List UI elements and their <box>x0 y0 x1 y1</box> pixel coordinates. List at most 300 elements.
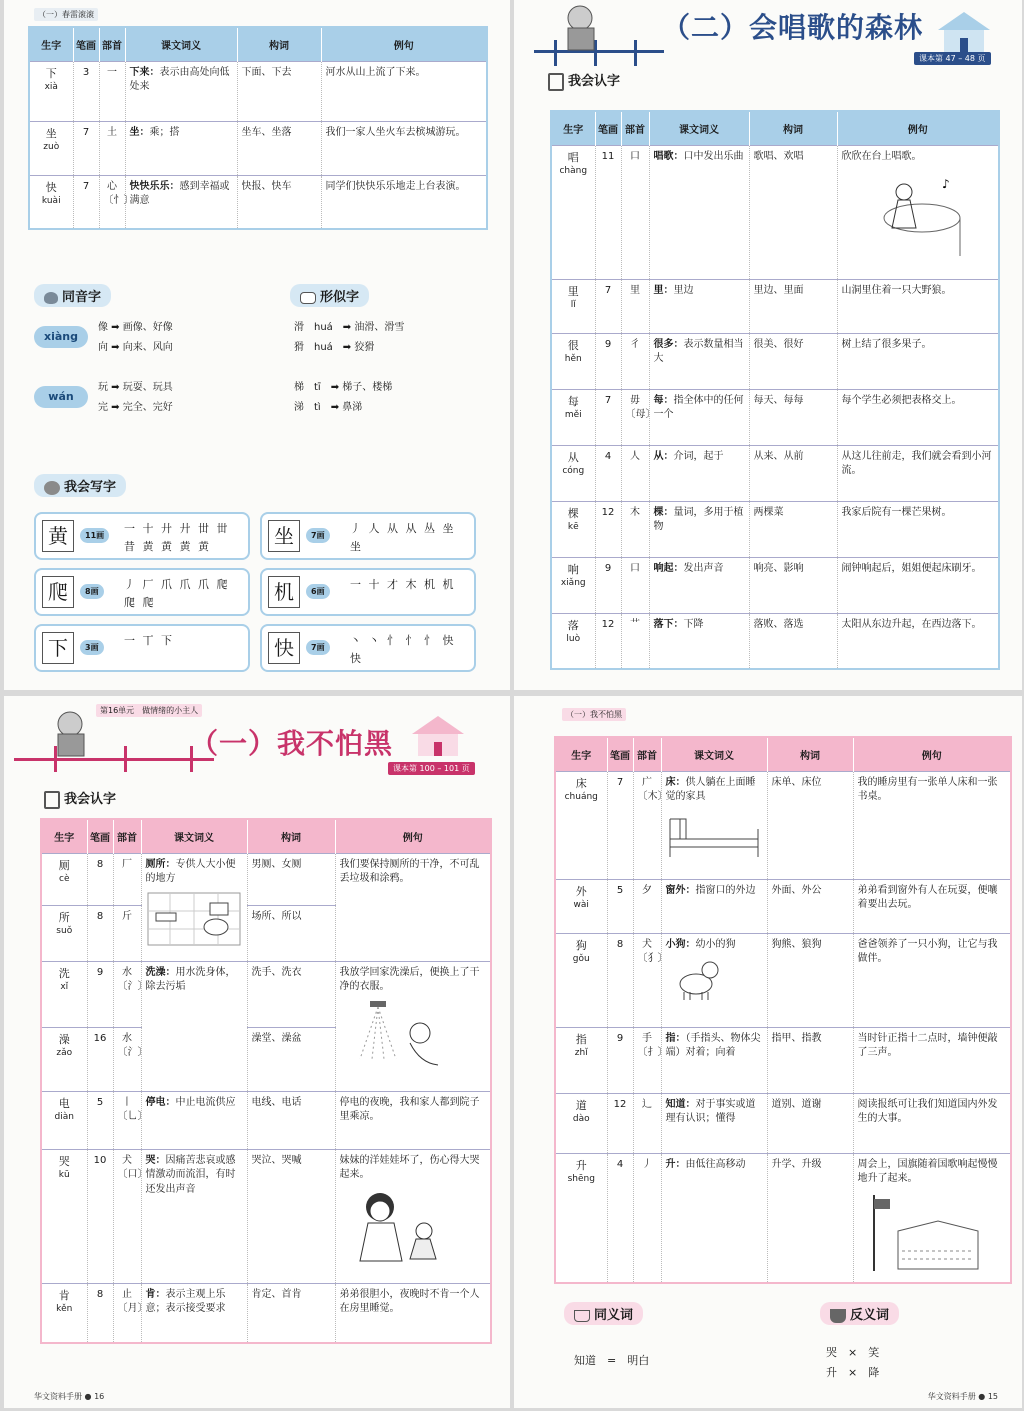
flag-raising-icon <box>858 1191 984 1273</box>
col-meaning: 课文词义 <box>125 27 237 61</box>
meaning: 供人躺在上面睡觉的家具 <box>665 776 756 802</box>
meaning: 发出声音 <box>683 562 724 574</box>
strokes: 3 <box>73 61 99 121</box>
example: 山洞里住着一只大野狼。 <box>837 279 999 333</box>
table-row <box>41 853 491 905</box>
stroke-count: 3画 <box>80 640 104 655</box>
strokes: 11 <box>595 145 621 279</box>
strokes: 10 <box>87 1149 113 1283</box>
col-meaning: 课文词义 <box>141 819 247 853</box>
vocab-table-top-left <box>28 26 488 230</box>
chicken-icon <box>44 481 60 495</box>
char: 哭 <box>58 1154 70 1168</box>
keyword: 很多： <box>653 338 684 350</box>
col-char: 生字 <box>41 819 87 853</box>
strokes: 16 <box>87 1027 113 1091</box>
scarecrow-icon <box>534 0 664 70</box>
words: 指甲、指教 <box>767 1027 853 1093</box>
col-example: 例句 <box>335 819 491 853</box>
lesson-tag: （一）春雷滚滚 <box>34 8 98 21</box>
words: 从来、从前 <box>749 445 837 501</box>
keyword: 从： <box>653 450 674 462</box>
example: 弟弟很胆小，夜晚时不肯一个人在房里睡觉。 <box>335 1283 491 1343</box>
table-row <box>555 1153 1011 1283</box>
radical: 口 <box>621 145 649 279</box>
table-row <box>551 279 999 333</box>
cow-icon <box>300 292 316 304</box>
char: 下 <box>45 66 57 80</box>
strokes: 8 <box>87 1283 113 1343</box>
page-ref: 课本第 100 – 101 页 <box>388 762 475 775</box>
similar-title: 形似字 <box>290 284 369 307</box>
pinyin: kū <box>58 1170 70 1181</box>
scarecrow-icon <box>14 700 214 776</box>
pinyin: cóng <box>562 466 585 477</box>
svg-text:♪: ♪ <box>941 177 950 191</box>
col-words: 构词 <box>237 27 321 61</box>
keyword: 唱歌： <box>653 150 684 162</box>
example: 爸爸领养了一只小狗，让它与我做伴。 <box>853 933 1011 1027</box>
shower-icon <box>340 999 450 1069</box>
radical: 里 <box>621 279 649 333</box>
example: 从这儿往前走，我们就会看到小河流。 <box>837 445 999 501</box>
col-char: 生字 <box>551 111 595 145</box>
meaning: 乘；搭 <box>149 126 180 138</box>
char: 所 <box>58 910 70 924</box>
keyword: 升： <box>665 1158 686 1170</box>
bed-icon <box>666 809 762 859</box>
char: 洗 <box>58 966 70 980</box>
pinyin: cè <box>59 874 70 885</box>
radical: 彳 <box>621 333 649 389</box>
radical: 木 <box>621 501 649 557</box>
toilet-icon <box>146 891 242 947</box>
char: 道 <box>575 1098 587 1112</box>
col-strokes: 笔画 <box>607 737 633 771</box>
radical: 广〔木〕 <box>633 771 661 879</box>
words: 洗手、洗衣 <box>247 961 335 1027</box>
keyword: 小狗： <box>665 938 696 950</box>
col-char: 生字 <box>555 737 607 771</box>
pot-icon <box>830 1309 846 1323</box>
strokes: 8 <box>607 933 633 1027</box>
col-example: 例句 <box>837 111 999 145</box>
pinyin: wài <box>573 900 589 911</box>
windmill-icon <box>44 791 60 809</box>
words: 坐车、坐落 <box>237 121 321 175</box>
meaning: 指全体中的任何一个 <box>653 394 744 420</box>
col-strokes: 笔画 <box>595 111 621 145</box>
similar-group: 梯 tī ➡ 梯子、楼梯 涕 tì ➡ 鼻涕 <box>294 382 393 413</box>
words: 澡堂、澡盆 <box>247 1027 335 1091</box>
pinyin: luò <box>566 634 581 645</box>
strokes: 7 <box>595 389 621 445</box>
words: 床单、床位 <box>767 771 853 879</box>
table-row <box>555 933 1011 1027</box>
meaning: （手指头、物体尖端）对着；向着 <box>665 1032 761 1058</box>
page-bottom-left <box>4 696 510 1408</box>
radical: 毋〔母〕 <box>621 389 649 445</box>
homophone-group: 像 ➡ 画像、好像 向 ➡ 向来、风向 <box>98 322 173 353</box>
homophone-title: 同音字 <box>34 284 111 307</box>
col-char: 生字 <box>29 27 73 61</box>
strokes: 9 <box>595 557 621 613</box>
radical: 人 <box>621 445 649 501</box>
meaning: 表示数量相当大 <box>653 338 744 364</box>
meaning: 表示由高处向低处来 <box>129 66 230 92</box>
table-row <box>41 961 491 1027</box>
radical: 艹 <box>621 613 649 669</box>
col-strokes: 笔画 <box>87 819 113 853</box>
stroke-count: 7画 <box>306 528 330 543</box>
write-title: 我会写字 <box>34 474 126 497</box>
pinyin: diàn <box>54 1112 74 1123</box>
synonym-pair: 知道 = 明白 <box>574 1354 650 1367</box>
words: 男厕、女厕 <box>247 853 335 905</box>
meaning: 专供人大小便的地方 <box>145 858 236 884</box>
table-row <box>29 121 487 175</box>
keyword: 快快乐乐： <box>129 180 180 192</box>
strokes: 12 <box>595 501 621 557</box>
antonym-pair: 哭 × 笑 <box>826 1346 880 1359</box>
keyword: 窗外： <box>665 884 696 896</box>
pinyin: kěn <box>56 1304 73 1315</box>
strokes: 8 <box>87 905 113 961</box>
col-radical: 部首 <box>633 737 661 771</box>
char: 坐 <box>45 126 57 140</box>
stroke-count: 6画 <box>306 584 330 599</box>
page-footer: 华文资料手册 ● 15 <box>927 1392 998 1401</box>
example: 当时针正指十二点时，墙钟便敲了三声。 <box>853 1027 1011 1093</box>
pinyin: chuáng <box>564 792 598 803</box>
sound-bubble: xiàng <box>34 326 88 348</box>
keyword: 床： <box>665 776 686 788</box>
strokes: 4 <box>595 445 621 501</box>
pinyin: suǒ <box>56 926 73 937</box>
col-words: 构词 <box>767 737 853 771</box>
words: 场所、所以 <box>247 905 335 961</box>
keyword: 坐： <box>129 126 150 138</box>
section-title: 我会认字 <box>44 788 116 809</box>
char: 棵 <box>567 506 579 520</box>
lesson-title: （二）会唱歌的森林 <box>662 11 924 44</box>
radical: 止〔月〕 <box>113 1283 141 1343</box>
lesson-tag: （一）我不怕黑 <box>562 708 626 721</box>
char: 电 <box>58 1096 70 1110</box>
example: 我们一家人坐火车去槟城游玩。 <box>321 121 487 175</box>
radical: 斤 <box>113 905 141 961</box>
example: 弟弟看到窗外有人在玩耍，便嚷着要出去玩。 <box>853 879 1011 933</box>
char: 升 <box>575 1158 587 1172</box>
meaning: 指窗口的外边 <box>695 884 756 896</box>
words: 每天、每每 <box>749 389 837 445</box>
table-row <box>551 145 999 279</box>
example: 阅读报纸可让我们知道国内外发生的大事。 <box>853 1093 1011 1153</box>
col-example: 例句 <box>853 737 1011 771</box>
meaning: 对于事实或道理有认识；懂得 <box>665 1098 756 1124</box>
keyword: 厕所： <box>145 858 176 870</box>
girl-singing-icon <box>842 168 962 258</box>
keyword: 哭： <box>145 1154 166 1166</box>
table-row <box>551 613 999 669</box>
pinyin: xǐ <box>60 982 69 993</box>
char: 里 <box>567 284 579 298</box>
keyword: 下来： <box>129 66 160 78</box>
radical: 辶 <box>633 1093 661 1153</box>
example: 妹妹的洋娃娃坏了，伤心得大哭起来。 <box>339 1154 480 1180</box>
words: 很美、很好 <box>749 333 837 389</box>
keyword: 肯： <box>145 1288 166 1300</box>
example: 河水从山上流了下来。 <box>321 61 487 121</box>
char: 狗 <box>575 938 587 952</box>
meaning: 量词，多用于植物 <box>653 506 744 532</box>
house-icon <box>408 714 468 758</box>
col-strokes: 笔画 <box>73 27 99 61</box>
words: 落败、落选 <box>749 613 837 669</box>
antonym-pair: 升 × 降 <box>826 1366 880 1379</box>
keyword: 响起： <box>653 562 684 574</box>
keyword: 指： <box>665 1032 686 1044</box>
table-row <box>555 879 1011 933</box>
pinyin: zuò <box>43 142 60 153</box>
meaning: 口中发出乐曲 <box>683 150 744 162</box>
col-radical: 部首 <box>99 27 125 61</box>
radical: 口 <box>621 557 649 613</box>
section-title: 我会认字 <box>548 70 620 91</box>
similar-group: 滑 huá ➡ 油滑、滑雪 猾 huá ➡ 狡猾 <box>294 322 405 353</box>
example: 周会上，国旗随着国歌响起慢慢地升了起来。 <box>857 1158 998 1184</box>
keyword: 每： <box>653 394 674 406</box>
radical: 夕 <box>633 879 661 933</box>
col-meaning: 课文词义 <box>661 737 767 771</box>
table-row <box>551 445 999 501</box>
char: 外 <box>575 884 587 898</box>
col-words: 构词 <box>749 111 837 145</box>
pinyin: zǎo <box>56 1048 73 1059</box>
words: 升学、升级 <box>767 1153 853 1283</box>
words: 哭泣、哭喊 <box>247 1149 335 1283</box>
strokes: 9 <box>87 961 113 1027</box>
table-row <box>29 175 487 229</box>
table-row <box>551 501 999 557</box>
write-box <box>260 512 476 560</box>
strokes: 7 <box>73 175 99 229</box>
char: 唱 <box>567 150 579 164</box>
stroke-order: 丿 人 从 从 丛 坐 坐 <box>350 522 456 553</box>
pinyin: dào <box>572 1114 590 1125</box>
char: 很 <box>567 338 579 352</box>
write-box <box>34 568 250 616</box>
strokes: 7 <box>607 771 633 879</box>
table-row <box>551 333 999 389</box>
strokes: 9 <box>595 333 621 389</box>
example: 太阳从东边升起，在西边落下。 <box>837 613 999 669</box>
vocab-table-bottom-right <box>554 736 1012 1284</box>
col-radical: 部首 <box>621 111 649 145</box>
write-char: 坐 <box>268 520 300 552</box>
example: 树上结了很多果子。 <box>837 333 999 389</box>
meaning: 里边 <box>673 284 694 296</box>
meaning: 幼小的狗 <box>695 938 736 950</box>
words: 道别、道谢 <box>767 1093 853 1153</box>
example: 停电的夜晚，我和家人都到院子里乘凉。 <box>335 1091 491 1149</box>
char: 澡 <box>58 1032 70 1046</box>
words: 下面、下去 <box>237 61 321 121</box>
meaning: 中止电流供应 <box>175 1096 236 1108</box>
keyword: 知道： <box>665 1098 696 1110</box>
pinyin: kē <box>567 522 579 533</box>
strokes: 5 <box>607 879 633 933</box>
stroke-order: 一 丅 下 <box>124 634 174 647</box>
stroke-count: 8画 <box>80 584 104 599</box>
table-row <box>41 1149 491 1283</box>
vocab-table-bottom-left <box>40 818 492 1344</box>
strokes: 7 <box>73 121 99 175</box>
pinyin: kuài <box>41 196 61 207</box>
write-box <box>260 568 476 616</box>
words: 两棵菜 <box>749 501 837 557</box>
words: 电线、电话 <box>247 1091 335 1149</box>
radical: 手〔扌〕 <box>633 1027 661 1093</box>
meaning: 下降 <box>683 618 704 630</box>
meaning: 感到幸福或满意 <box>129 180 230 206</box>
col-words: 构词 <box>247 819 335 853</box>
write-char: 爬 <box>42 576 74 608</box>
keyword: 落下： <box>653 618 684 630</box>
col-radical: 部首 <box>113 819 141 853</box>
stroke-order: 丿 厂 爪 爪 爪 爬 爬 爬 <box>124 578 230 609</box>
words: 响亮、影响 <box>749 557 837 613</box>
stroke-order: 丶 丶 忄 忄 忄 快 快 <box>350 634 456 665</box>
char: 每 <box>567 394 579 408</box>
antonym-title: 反义词 <box>820 1302 899 1325</box>
page-top-right <box>514 0 1022 690</box>
radical: 水〔氵〕 <box>113 1027 141 1091</box>
radical: 一 <box>99 61 125 121</box>
words: 歌唱、欢唱 <box>749 145 837 279</box>
words: 外面、外公 <box>767 879 853 933</box>
radical: 犬〔口〕 <box>113 1149 141 1283</box>
page-ref: 课本第 47 – 48 页 <box>914 52 991 65</box>
char: 响 <box>567 562 579 576</box>
strokes: 7 <box>595 279 621 333</box>
table-row <box>29 61 487 121</box>
radical: 犬〔犭〕 <box>633 933 661 1027</box>
example: 我放学回家洗澡后，便换上了干净的衣服。 <box>339 966 480 992</box>
write-char: 机 <box>268 576 300 608</box>
col-example: 例句 <box>321 27 487 61</box>
write-box <box>34 512 250 560</box>
example: 我的睡房里有一张单人床和一张书桌。 <box>853 771 1011 879</box>
meaning: 表示主观上乐意；表示接受要求 <box>145 1288 226 1314</box>
radical: 丿 <box>633 1153 661 1283</box>
pinyin: měi <box>564 410 582 421</box>
radical: 厂 <box>113 853 141 905</box>
page-bottom-right <box>514 696 1022 1408</box>
pinyin: chàng <box>559 166 588 177</box>
strokes: 5 <box>87 1091 113 1149</box>
basket-icon <box>574 1310 590 1322</box>
keyword: 洗澡： <box>145 966 176 978</box>
char: 厕 <box>58 858 70 872</box>
char: 肯 <box>58 1288 70 1302</box>
pinyin: zhǐ <box>574 1048 588 1059</box>
page-footer: 华文资料手册 ● 16 <box>34 1392 105 1401</box>
table-row <box>551 389 999 445</box>
strokes: 4 <box>607 1153 633 1283</box>
homophone-group: 玩 ➡ 玩耍、玩具 完 ➡ 完全、完好 <box>98 382 173 413</box>
char: 指 <box>575 1032 587 1046</box>
meaning: 介词，起于 <box>673 450 724 462</box>
write-box <box>34 624 250 672</box>
pinyin: hěn <box>564 354 582 365</box>
example: 我们要保持厕所的干净，不可乱丢垃圾和涂鸦。 <box>335 853 491 961</box>
col-meaning: 课文词义 <box>649 111 749 145</box>
strokes: 8 <box>87 853 113 905</box>
table-row <box>41 1091 491 1149</box>
page-top-left <box>4 0 510 690</box>
pinyin: shēng <box>567 1174 595 1185</box>
char: 快 <box>45 180 57 194</box>
radical: 心〔忄〕 <box>99 175 125 229</box>
char: 从 <box>567 450 579 464</box>
crying-girl-icon <box>340 1187 450 1263</box>
strokes: 12 <box>595 613 621 669</box>
house-icon <box>934 10 994 54</box>
strokes: 12 <box>607 1093 633 1153</box>
char: 床 <box>575 776 587 790</box>
puppy-icon <box>666 956 726 1002</box>
table-row <box>555 1093 1011 1153</box>
example: 同学们快快乐乐地走上台表演。 <box>321 175 487 229</box>
radical: 土 <box>99 121 125 175</box>
stroke-count: 7画 <box>306 640 330 655</box>
pinyin: gǒu <box>572 954 590 965</box>
write-box <box>260 624 476 672</box>
pinyin: xiǎng <box>560 578 586 589</box>
keyword: 棵： <box>653 506 674 518</box>
write-char: 快 <box>268 632 300 664</box>
bird-icon <box>44 292 58 304</box>
example: 闹钟响起后，姐姐便起床刷牙。 <box>837 557 999 613</box>
radical: 丨〔乚〕 <box>113 1091 141 1149</box>
table-row <box>41 1283 491 1343</box>
stroke-order: 一 十 才 木 机 机 <box>350 578 456 591</box>
strokes: 9 <box>607 1027 633 1093</box>
stroke-order: 一 十 廾 廾 丗 丗 昔 黄 黄 黄 黄 <box>124 522 230 553</box>
lesson-title: （一）我不怕黑 <box>190 727 394 760</box>
synonym-title: 同义词 <box>564 1302 643 1325</box>
table-row <box>551 557 999 613</box>
char: 落 <box>567 618 579 632</box>
write-char: 黄 <box>42 520 74 552</box>
words: 肯定、首肯 <box>247 1283 335 1343</box>
sound-bubble: wán <box>34 386 88 408</box>
unit-tag: 第16单元 做情绪的小主人 <box>96 704 202 717</box>
keyword: 停电： <box>145 1096 176 1108</box>
stroke-count: 11画 <box>80 528 109 543</box>
words: 里边、里面 <box>749 279 837 333</box>
table-row <box>555 1027 1011 1093</box>
write-char: 下 <box>42 632 74 664</box>
words: 狗熊、狼狗 <box>767 933 853 1027</box>
meaning: 因痛苦悲哀或感情激动而流泪，有时还发出声音 <box>145 1154 236 1195</box>
meaning: 由低往高移动 <box>685 1158 746 1170</box>
table-row <box>555 771 1011 879</box>
pinyin: lǐ <box>570 300 576 311</box>
example: 欣欣在台上唱歌。 <box>841 150 922 162</box>
pinyin: xià <box>44 82 58 93</box>
